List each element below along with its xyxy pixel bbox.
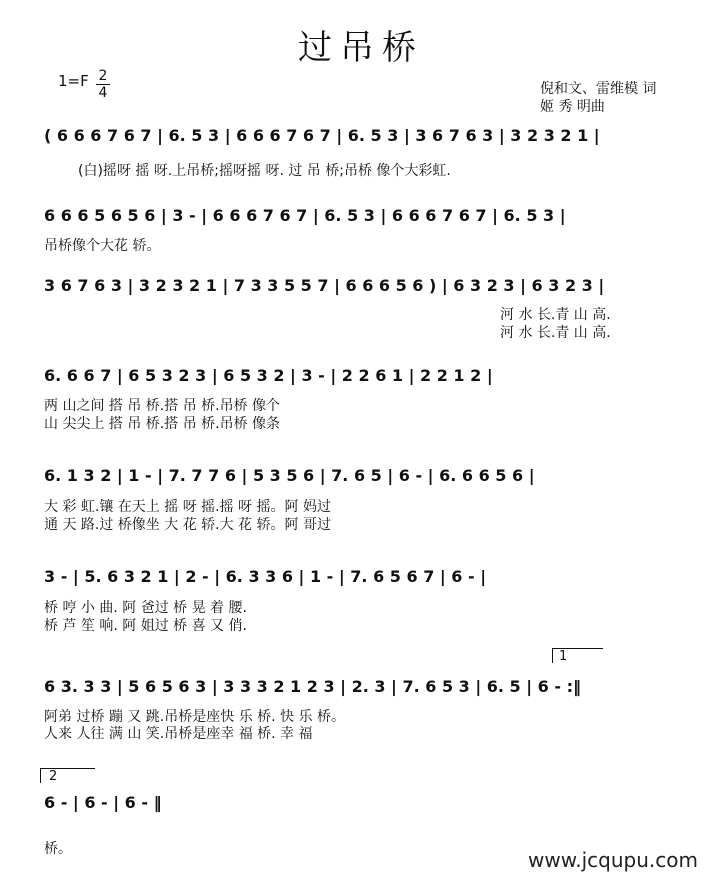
system-7-notes: 6 3. 3 3 | 5 6 5 6 3 | 3 3 3 2 1 2 3 | 2. 3 | 7. 6 5 3 | 6. 5 | 6 - :‖ [44, 677, 581, 696]
system-4-lyric-2: 山 尖尖上 搭 吊 桥.搭 吊 桥.吊桥 像条 [44, 416, 281, 432]
system-3-notes: 3 6 7 6 3 | 3 2 3 2 1 | 7 3 3 5 5 7 | 6 6 6 5 6 ) | 6 3 2 3 | 6 3 2 3 | [44, 276, 605, 295]
system-2-notes: 6 6 6 5 6 5 6 | 3 - | 6 6 6 7 6 7 | 6. 5 3 | 6 6 6 7 6 7 | 6. 5 3 | [44, 206, 566, 225]
system-1-lyric-1: (白)摇呀 摇 呀.上吊桥;摇呀摇 呀. 过 吊 桥;吊桥 像个大彩虹. [78, 163, 451, 179]
system-3-lyric-1: 河 水 长.青 山 高. [500, 307, 611, 323]
system-8-lyric-1: 桥。 [44, 841, 72, 857]
system-8-notes: 6 - | 6 - | 6 - ‖ [44, 793, 162, 812]
lyricist-credit: 倪和文、雷维模 词 [540, 81, 657, 97]
time-top: 2 [98, 68, 108, 84]
system-4-lyric-1: 两 山之间 搭 吊 桥.搭 吊 桥.吊桥 像个 [44, 398, 281, 414]
system-6-lyric-2: 桥 芦 笙 响. 阿 姐过 桥 喜 又 俏. [44, 618, 247, 634]
system-5-lyric-2: 通 天 路.过 桥像坐 大 花 轿.大 花 轿。阿 哥过 [44, 517, 331, 533]
system-7-lyric-1: 阿弟 过桥 蹦 又 跳.吊桥是座快 乐 桥. 快 乐 桥。 [44, 709, 345, 725]
time-bottom: 4 [96, 84, 110, 101]
page-title: 过吊桥 [298, 28, 424, 68]
composer-credit: 姬 秀 明曲 [540, 99, 605, 115]
time-signature [96, 68, 110, 101]
system-7-lyric-2: 人来 人往 满 山 笑.吊桥是座幸 福 桥. 幸 福 [44, 726, 313, 742]
volta-1-bracket [552, 648, 603, 663]
volta-2-bracket [40, 768, 95, 783]
system-1-notes: ( 6 6 6 7 6 7 | 6. 5 3 | 6 6 6 7 6 7 | 6. 5 3 | 3 6 7 6 3 | 3 2 3 2 1 | [44, 126, 600, 145]
system-3-lyric-2: 河 水 长.青 山 高. [500, 325, 611, 341]
volta-2-label: 2 [49, 769, 58, 784]
site-watermark: www.jcqupu.com [528, 848, 698, 872]
system-2-lyric-1: 吊桥像个大花 轿。 [44, 238, 161, 254]
system-5-notes: 6. 1 3 2 | 1 - | 7. 7 7 6 | 5 3 5 6 | 7. 6 5 | 6 - | 6. 6 6 5 6 | [44, 466, 535, 485]
system-6-notes: 3 - | 5. 6 3 2 1 | 2 - | 6. 3 3 6 | 1 - | 7. 6 5 6 7 | 6 - | [44, 567, 487, 586]
system-6-lyric-1: 桥 哼 小 曲. 阿 爸过 桥 晃 着 腰. [44, 600, 247, 616]
system-5-lyric-1: 大 彩 虹.镶 在天上 摇 呀 摇.摇 呀 摇。阿 妈过 [44, 499, 331, 515]
key-signature: 1=F [58, 72, 89, 90]
system-4-notes: 6. 6 6 7 | 6 5 3 2 3 | 6 5 3 2 | 3 - | 2 2 6 1 | 2 2 1 2 | [44, 366, 493, 385]
volta-1-label: 1 [559, 649, 568, 664]
